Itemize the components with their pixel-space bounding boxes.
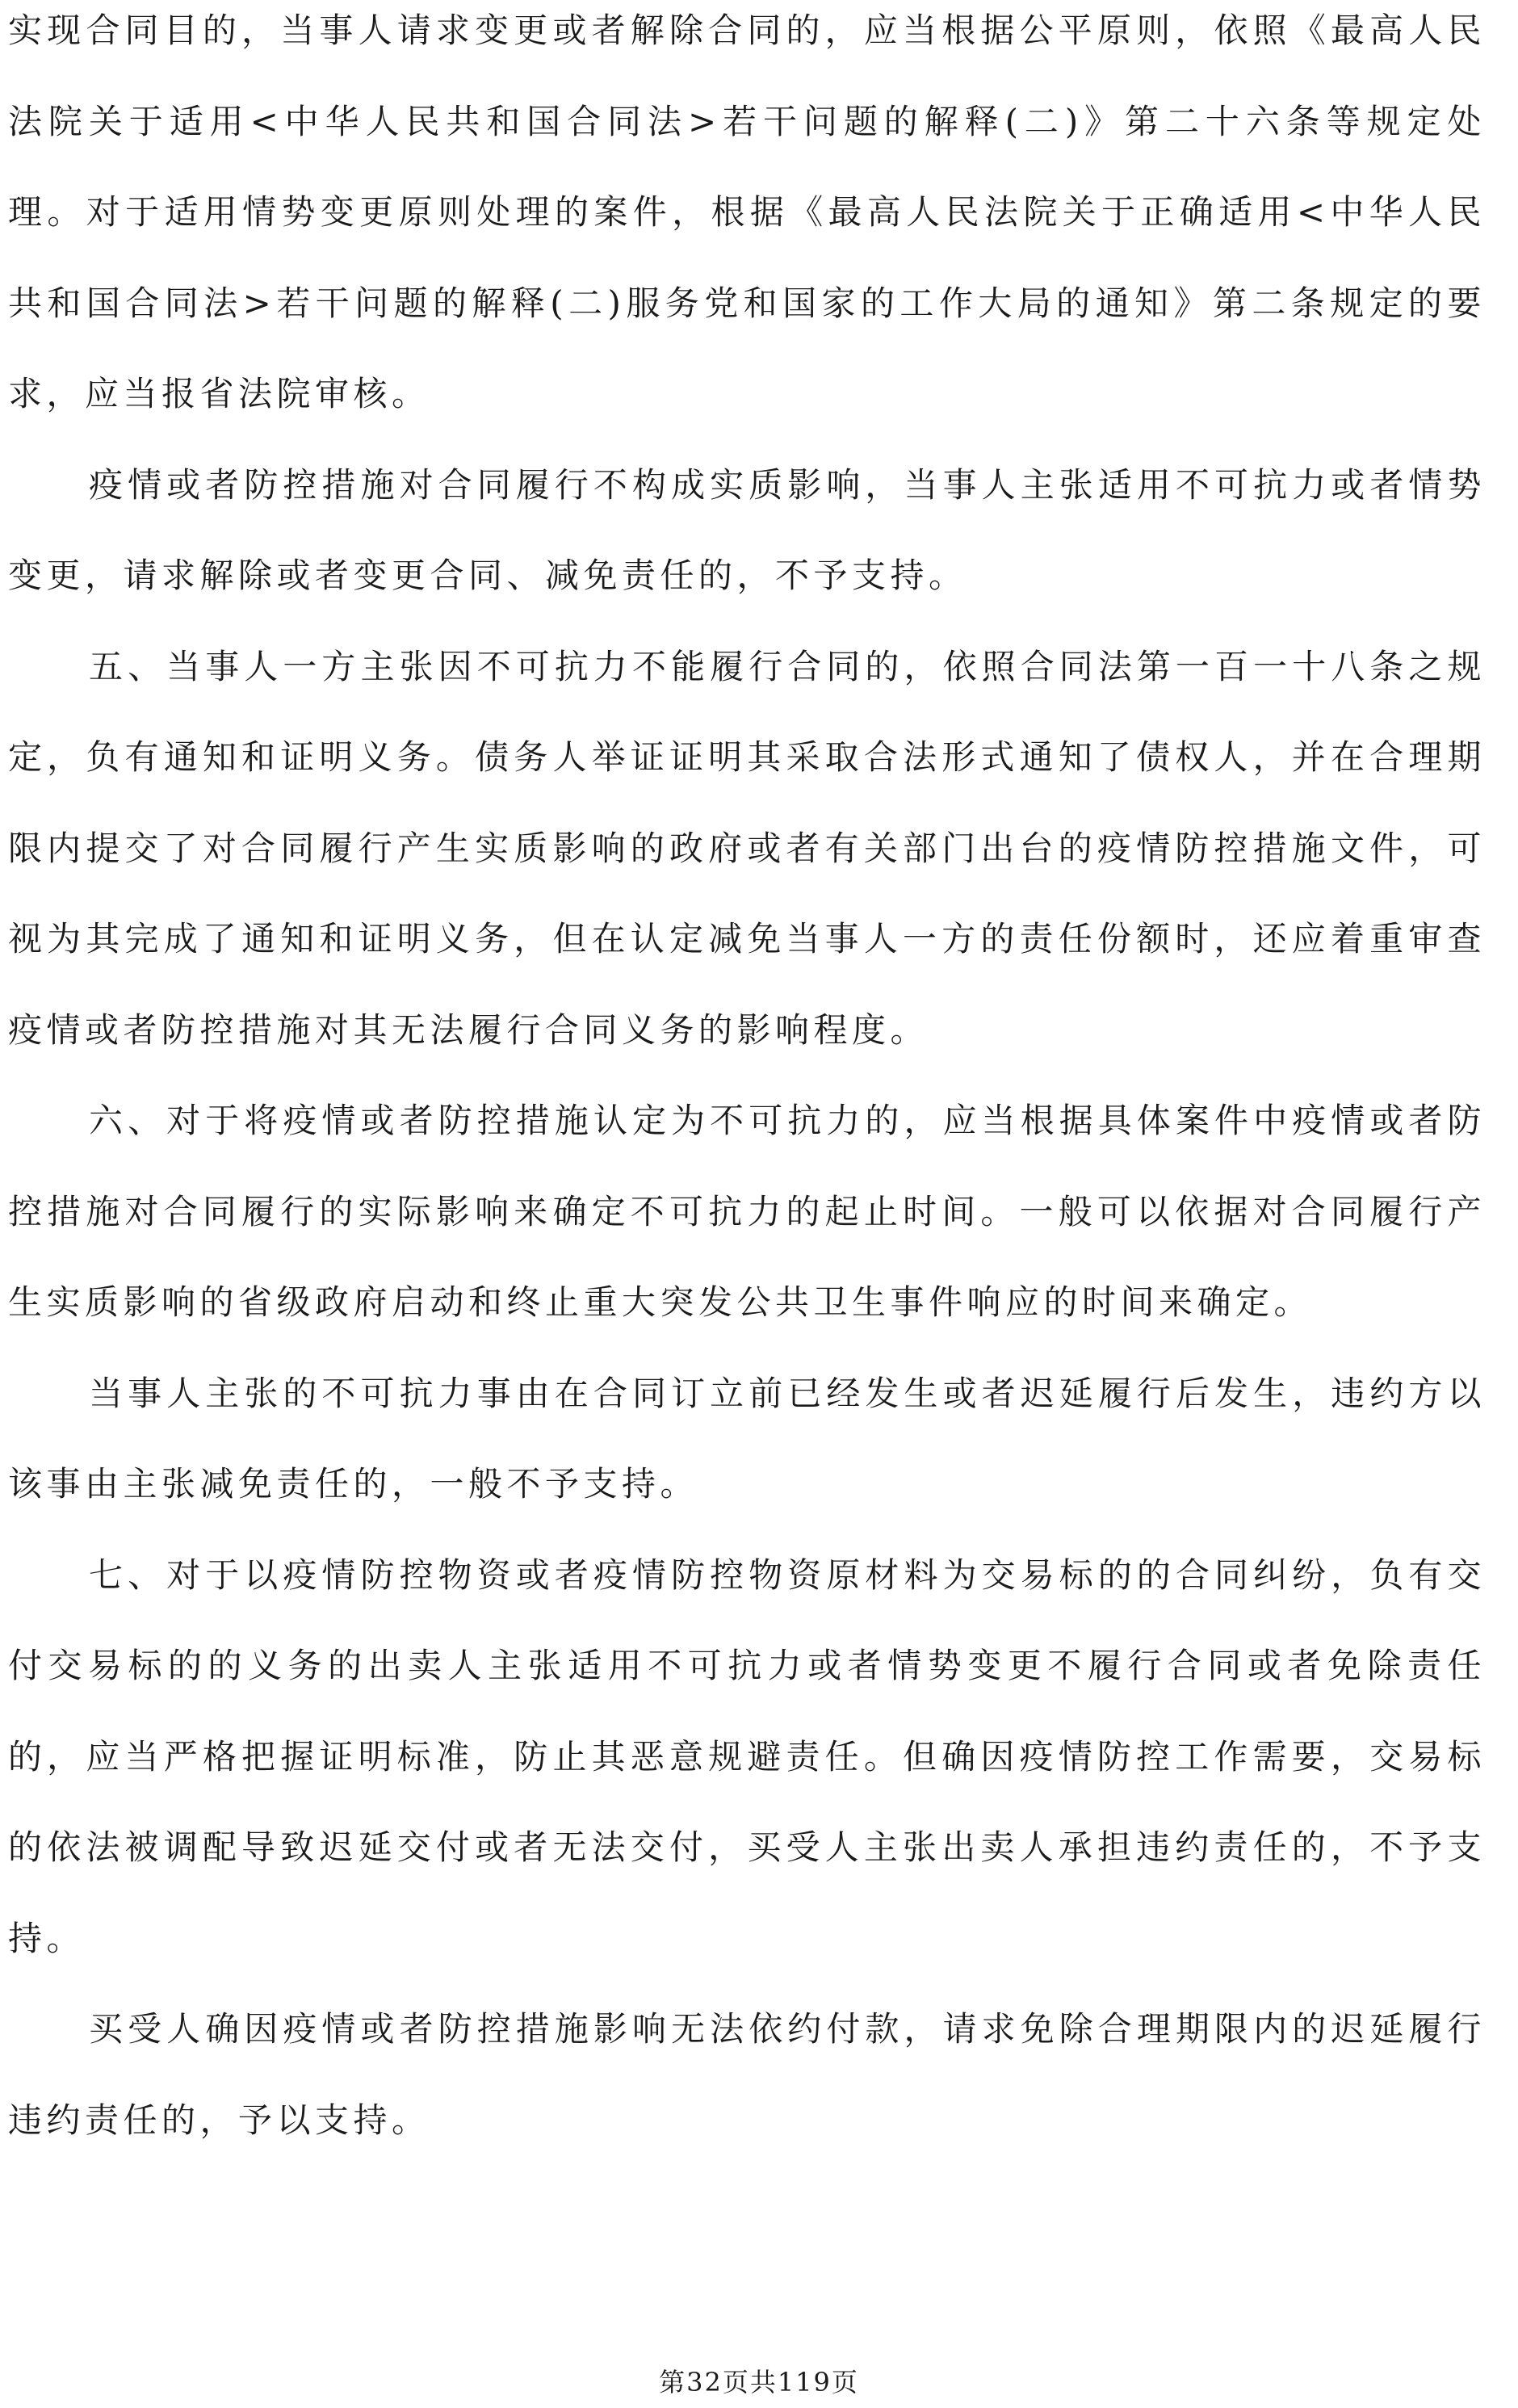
paragraph-2: 疫情或者防控措施对合同履行不构成实质影响，当事人主张适用不可抗力或者情势变更，请求解除或者变更合同、减免责任的，不予支持。 [8,464,1486,595]
document-body [8,0,1486,2166]
paragraph-3: 五、当事人一方主张因不可抗力不能履行合同的，依照合同法第一百一十八条之规定，负有通知和证明义务。债务人举证证明其采取合法形式通知了债权人，并在合理期限内提交了对合同履行产生实质影响的政府或者有关部门出台的疫情防控措施文件，可视为其完成了通知和证明义务，但在认定减免当事人一方的责任份额时，还应着重审查疫情或者防控措施对其无法履行合同义务的影响程度。 [8,646,1486,1050]
page-number-footer: 第32页共119页 [659,2367,859,2398]
paragraph-7: 买受人确因疫情或者防控措施影响无法依约付款，请求免除合理期限内的迟延履行违约责任的，予以支持。 [8,2009,1486,2140]
paragraph-6: 七、对于以疫情防控物资或者疫情防控物资原材料为交易标的的合同纠纷，负有交付交易标的的义务的出卖人主张适用不可抗力或者情势变更不履行合同或者免除责任的，应当严格把握证明标准，防止其恶意规避责任。但确因疫情防控工作需要，交易标的依法被调配导致迟延交付或者无法交付，买受人主张出卖人承担违约责任的，不予支持。 [8,1554,1486,1958]
paragraph-5: 当事人主张的不可抗力事由在合同订立前已经发生或者迟延履行后发生，违约方以该事由主张减免责任的，一般不予支持。 [8,1373,1486,1504]
paragraph-4: 六、对于将疫情或者防控措施认定为不可抗力的，应当根据具体案件中疫情或者防控措施对合同履行的实际影响来确定不可抗力的起止时间。一般可以依据对合同履行产生实质影响的省级政府启动和终止重大突发公共卫生事件响应的时间来确定。 [8,1101,1486,1322]
paragraph-1: 实现合同目的，当事人请求变更或者解除合同的，应当根据公平原则，依照《最高人民法院关于适用<中华人民共和国合同法>若干问题的解释(二)》第二十六条等规定处理。对于适用情势变更原则处理的案件，根据《最高人民法院关于正确适用<中华人民共和国合同法>若干问题的解释(二)服务党和国家的工作大局的通知》第二条规定的要求，应当报省法院审核。 [8,10,1486,413]
